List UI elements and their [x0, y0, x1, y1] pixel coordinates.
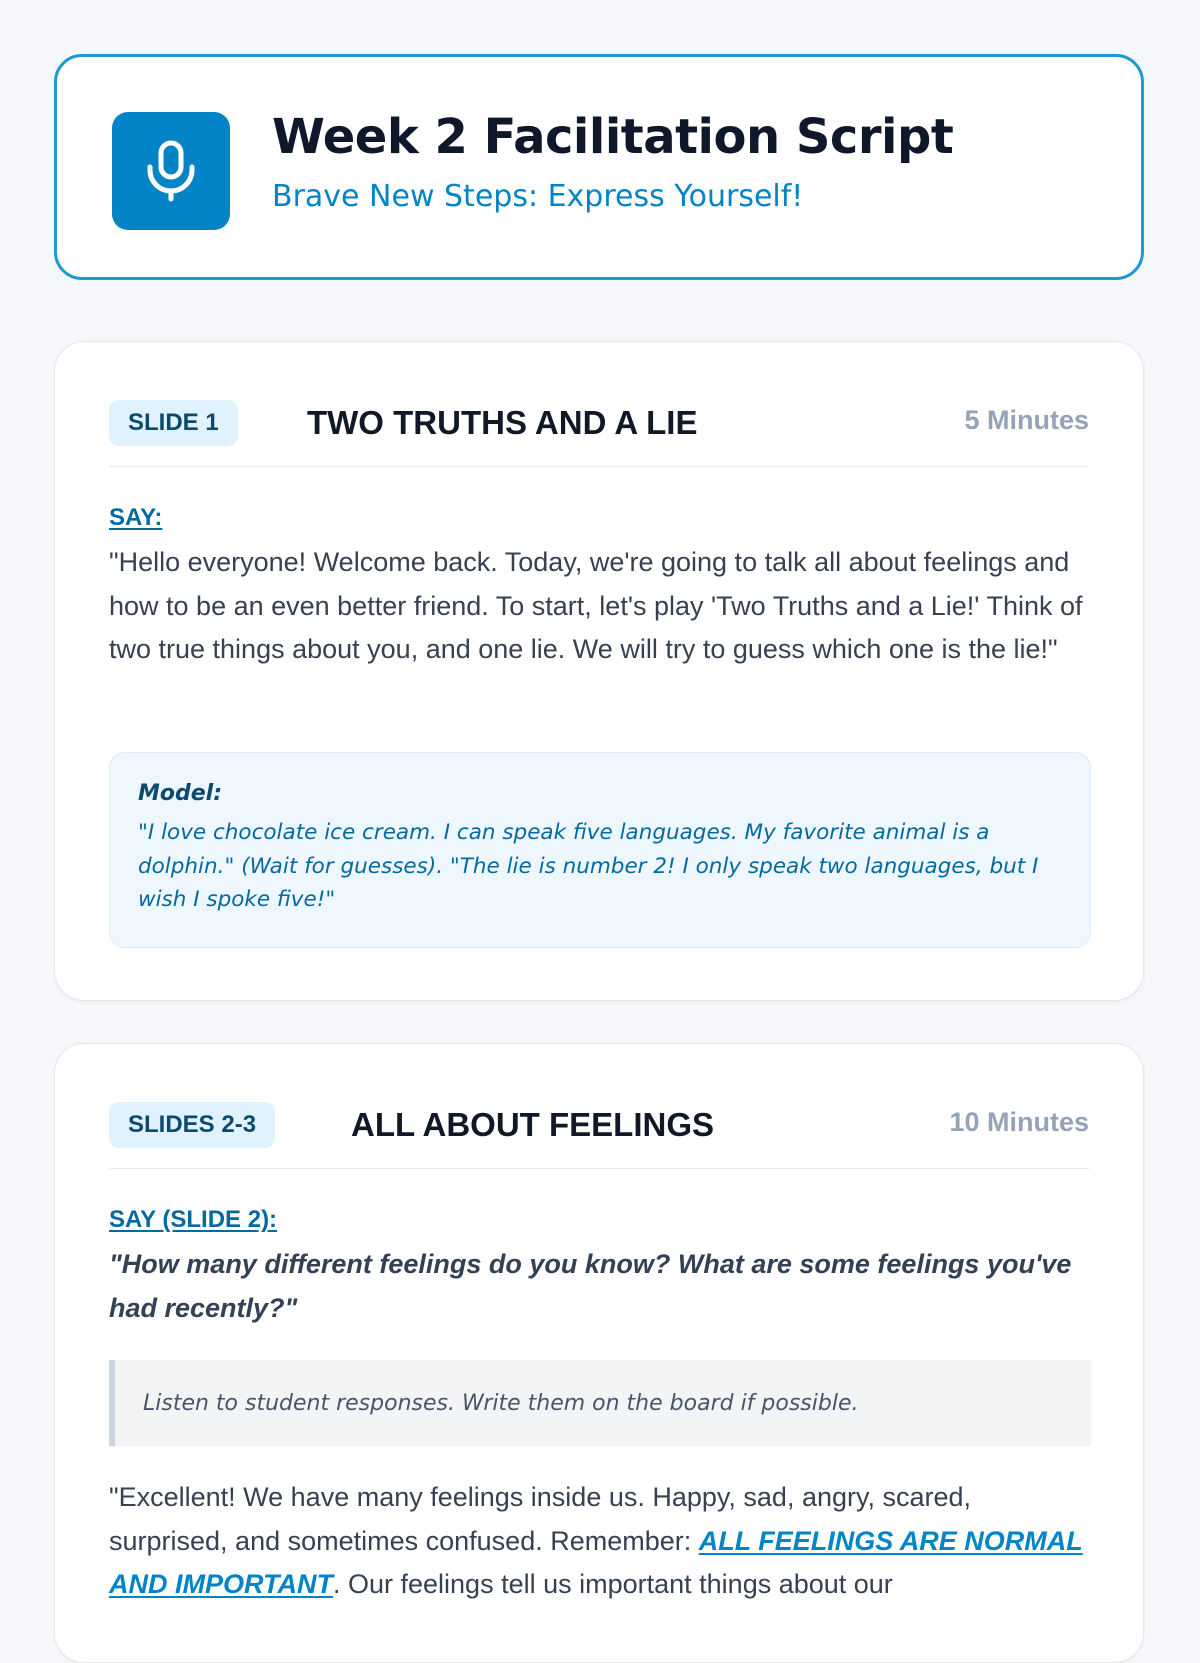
- page-subtitle: Brave New Steps: Express Yourself!: [272, 179, 804, 214]
- page-title: Week 2 Facilitation Script: [272, 109, 954, 165]
- duration-label: 5 Minutes: [964, 405, 1089, 435]
- facilitator-note: [109, 1360, 1091, 1446]
- microphone-icon: [112, 112, 230, 230]
- note-text: Listen to student responses. Write them on the board if possible.: [143, 1390, 859, 1416]
- section-header: [109, 1098, 1089, 1169]
- header-card: [54, 54, 1144, 280]
- say-label: SAY:: [109, 504, 163, 531]
- say-label: SAY (SLIDE 2):: [109, 1206, 278, 1233]
- section-card-slides-2-3: [54, 1043, 1144, 1663]
- section-card-slide-1: [54, 341, 1144, 1001]
- section-title: TWO TRUTHS AND A LIE: [307, 404, 698, 441]
- slide-badge: SLIDE 1: [109, 400, 238, 446]
- say-question: "How many different feelings do you know? What are some feelings you've had recently?": [109, 1249, 1072, 1323]
- say-text-after: . Our feelings tell us important things about our: [333, 1569, 893, 1599]
- say-text: [109, 1476, 1091, 1607]
- section-title: ALL ABOUT FEELINGS: [351, 1106, 714, 1143]
- say-text-before: "Excellent! We have many feelings inside us. Happy, sad, angry, scared, surprised, and sometimes confused. Remember:: [109, 1482, 972, 1556]
- slide-badge: SLIDES 2-3: [109, 1102, 275, 1148]
- duration-label: 10 Minutes: [949, 1107, 1089, 1137]
- say-text-emphasis: ALL FEELINGS ARE NORMAL AND IMPORTANT: [109, 1525, 1083, 1599]
- model-text: "I love chocolate ice cream. I can speak five languages. My favorite animal is a dolphin." (Wait for guesses). "The lie is number 2! I only speak two languages, but I wish I spoke five!": [138, 820, 1039, 912]
- section-header: [109, 396, 1089, 467]
- say-text: "Hello everyone! Welcome back. Today, we're going to talk all about feelings and how to be an even better friend. To start, let's play 'Two Truths and a Lie!' Think of two true things about you, and one lie. We will try to guess which one is the lie!": [109, 547, 1083, 664]
- model-label: Model:: [138, 781, 223, 806]
- model-box: [109, 752, 1091, 948]
